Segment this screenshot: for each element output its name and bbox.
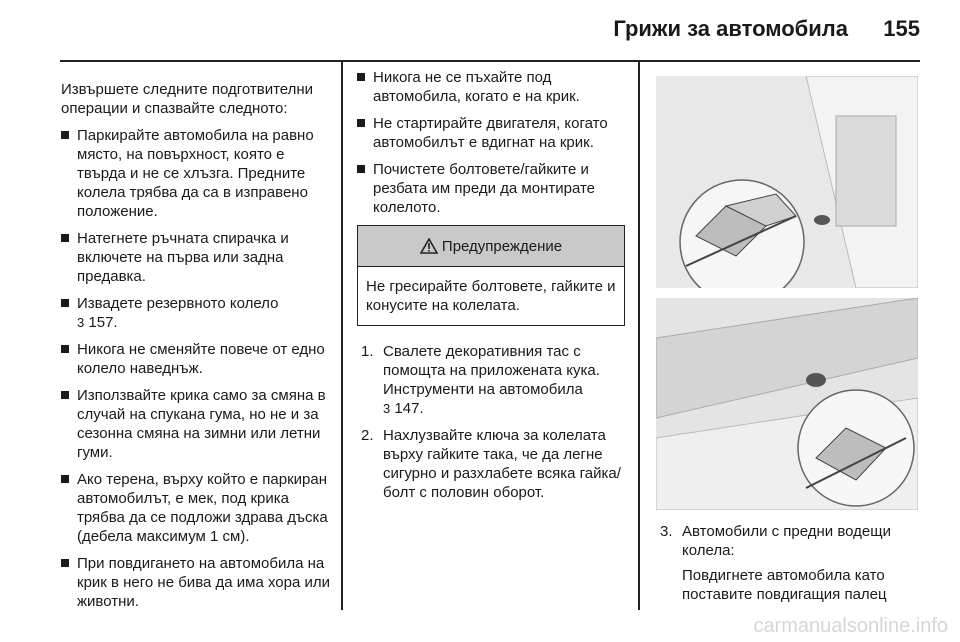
- list-item: Паркирайте автомобила на равно място, на повърхност, която е твърда и не се хлъзга. Предните колела трябва да са в изправено положение.: [61, 126, 331, 221]
- bullet-icon: [61, 131, 69, 139]
- bullet-icon: [357, 119, 365, 127]
- step-subtext: Повдигнете автомобила като поставите повдигащия палец: [682, 567, 887, 603]
- step-item: 2. Нахлузвайте ключа за колелата върху гайките така, че да легне сигурно и разхлабете всяка гайка/болт с половин оборот.: [361, 427, 621, 501]
- intro-text: Извършете следните подготвителни операции и спазвайте следното:: [61, 81, 314, 117]
- page-title: Грижи за автомобила: [613, 16, 848, 41]
- list-item: Извадете резервното колело 3 157.: [61, 294, 331, 332]
- warning-title: Предупреждение: [441, 237, 563, 255]
- warning-header: [358, 226, 624, 267]
- page-reference-link[interactable]: 3 157.: [77, 314, 118, 331]
- list-item: Никога не се пъхайте под автомобила, когато е на крик.: [357, 68, 625, 106]
- bullet-icon: [61, 391, 69, 399]
- step-item: 1. Свалете декоративния тас с помощта на приложената кука. Инструменти на автомобила 3 147.: [361, 343, 600, 417]
- list-item: Ако терена, върху който е паркиран автомобилът, е мек, под крика трябва да се подложи здрава дъска (дебела максимум 1 см).: [61, 470, 331, 546]
- column-3: [656, 522, 924, 612]
- step-item: 3. Автомобили с предни водещи колела: Повдигнете автомобила като поставите повдигащия палец: [656, 522, 924, 604]
- list-item: Използвайте крика само за смяна в случай на спукана гума, но не и за сезонна смяна на зимни или летни гуми.: [61, 386, 331, 462]
- list-item: Почистете болтовете/гайките и резбата им преди да монтирате колелото.: [357, 160, 625, 217]
- column-2: [357, 68, 625, 510]
- bullet-icon: [61, 299, 69, 307]
- list-item: При повдигането на автомобила на крик в него не бива да има хора или животни.: [61, 554, 331, 611]
- car-jack-icon: [656, 298, 918, 510]
- page-header: [0, 0, 960, 62]
- car-jack-icon: [656, 76, 918, 288]
- list-item: Никога не сменяйте повече от едно колело наведнъж.: [61, 340, 331, 378]
- column-divider-2: [638, 62, 640, 610]
- reference-arrow-icon: 3: [383, 401, 391, 416]
- steps-list-continued: [656, 522, 924, 604]
- bullet-icon: [61, 475, 69, 483]
- page-reference-link[interactable]: 3 147.: [383, 400, 424, 417]
- watermark: carmanualsonline.info: [753, 615, 948, 637]
- page-number: 155: [883, 16, 920, 41]
- list-item: Натегнете ръчната спирачка и включете на първа или задна предавка.: [61, 229, 331, 286]
- bullet-icon: [357, 165, 365, 173]
- bullet-list-2: [357, 68, 625, 217]
- bullet-icon: [61, 345, 69, 353]
- bullet-icon: [61, 234, 69, 242]
- steps-list: [357, 342, 625, 502]
- bullet-list-1: [61, 126, 331, 611]
- bullet-icon: [357, 73, 365, 81]
- column-divider-1: [341, 62, 343, 610]
- warning-text: Не гресирайте болтовете, гайките и конусите на колелата.: [366, 278, 616, 314]
- reference-arrow-icon: 3: [77, 315, 85, 330]
- list-item: Не стартирайте двигателя, когато автомобилът е вдигнат на крик.: [357, 114, 625, 152]
- jack-illustration-bottom: [656, 298, 918, 510]
- warning-box: [357, 225, 625, 326]
- header-rule: [60, 60, 920, 62]
- column-1: [61, 80, 331, 619]
- warning-triangle-icon: [420, 238, 438, 254]
- bullet-icon: [61, 559, 69, 567]
- jack-illustration-top: [656, 76, 918, 288]
